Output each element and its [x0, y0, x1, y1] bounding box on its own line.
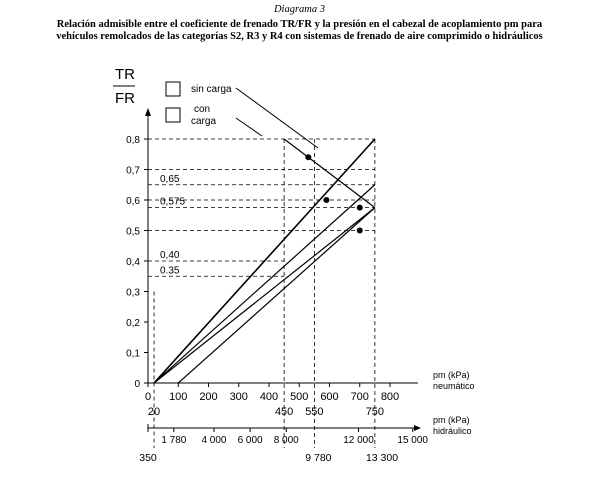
- x-hydraulic-title: pm (kPa): [433, 415, 470, 425]
- x-pneumatic-tick-label: 400: [259, 391, 279, 403]
- legend-swatch-sin-carga: [166, 82, 180, 96]
- series-line-3: [178, 208, 375, 383]
- y-tick-label: 0,6: [126, 196, 140, 207]
- y-tick-label: 0,5: [126, 226, 140, 238]
- diagram-caption-label: Diagrama 3: [273, 4, 326, 15]
- x-hydraulic-marker-label: 13 300: [365, 452, 399, 464]
- data-point-3: [357, 228, 363, 234]
- x-hydraulic-tick-label: 6 000: [237, 435, 263, 446]
- data-point-2: [357, 205, 363, 211]
- x-hydraulic-subtitle: hidráulico: [433, 426, 472, 436]
- x-pneumatic-marker-label: 750: [365, 406, 385, 418]
- x-pneumatic-tick-label: 200: [199, 391, 218, 403]
- y-axis-title: [113, 66, 135, 107]
- data-point-1: [323, 197, 329, 203]
- x-hydraulic-tick-label: 1 780: [161, 435, 187, 446]
- axes: [144, 108, 421, 432]
- x-hydraulic-tick-label: 15 000: [397, 435, 429, 446]
- x-pneumatic-marker-label: 20: [147, 406, 161, 418]
- title-line-2: vehículos remolcados de las categorías S2, R3 y R4 con sistemas de frenado de aire comprimido o hidráulicos: [56, 31, 543, 42]
- series-line-1: [154, 185, 375, 383]
- x-pneumatic-subtitle: neumático: [433, 381, 475, 391]
- data-point-0: [305, 154, 311, 160]
- y-marker-label: 0,575: [160, 196, 186, 208]
- y-axis-arrow: [145, 108, 151, 116]
- y-tick-label: 0: [134, 379, 140, 390]
- y-tick-label: 0,8: [126, 135, 140, 146]
- data-series: [154, 139, 375, 383]
- x-pneumatic-tick-label: 500: [290, 391, 309, 403]
- title-line-1: Relación admisible entre el coeficiente de frenado TR/FR y la presión en el cabezal de acoplamiento pm para: [56, 19, 543, 30]
- y-marker-label: 0,65: [160, 173, 180, 185]
- y-tick-label: 0,1: [126, 348, 140, 360]
- y-tick-label: 0,4: [126, 257, 140, 268]
- y-axis-title-numerator: TR: [115, 66, 135, 83]
- x-pneumatic-tick-label: 800: [380, 391, 400, 403]
- x-pneumatic-title: pm (kPa): [433, 370, 470, 380]
- y-axis-title-denominator: FR: [115, 90, 135, 107]
- legend-leader-con-carga: [236, 118, 262, 136]
- y-tick-label: 0,3: [126, 287, 140, 299]
- x-pneumatic-tick-label: 600: [320, 391, 339, 403]
- series-line-0: [154, 139, 375, 383]
- x-pneumatic-tick-label: 100: [169, 391, 188, 403]
- y-marker-label: 0.35: [160, 265, 180, 277]
- legend-label-con-carga-line2: carga: [191, 116, 217, 127]
- legend-swatch-con-carga: [166, 108, 180, 122]
- x-pneumatic-tick-label: 300: [229, 391, 248, 403]
- legend: [166, 82, 318, 148]
- x-hydraulic-arrow: [414, 425, 421, 431]
- series-line-4: [284, 139, 375, 208]
- x-pneumatic-marker-label: 450: [274, 406, 294, 418]
- legend-label-sin-carga: sin carga: [191, 84, 232, 95]
- x-pneumatic-tick-label: 0: [144, 391, 152, 403]
- y-tick-label: 0,7: [126, 165, 140, 177]
- x-hydraulic-tick-label: 4 000: [201, 435, 227, 446]
- x-hydraulic-tick-label: 8 000: [273, 435, 299, 446]
- x-pneumatic-tick-label: 700: [350, 391, 369, 403]
- legend-label-con-carga-line1: con: [194, 104, 211, 115]
- x-pneumatic-marker-label: 550: [305, 406, 324, 418]
- y-marker-label: 0,40: [160, 250, 180, 261]
- x-hydraulic-marker-label: 350: [139, 452, 157, 464]
- y-tick-label: 0,2: [126, 318, 140, 329]
- series-line-2: [154, 208, 375, 383]
- x-hydraulic-tick-label: 12 000: [343, 435, 374, 446]
- x-hydraulic-marker-label: 9 780: [305, 452, 332, 464]
